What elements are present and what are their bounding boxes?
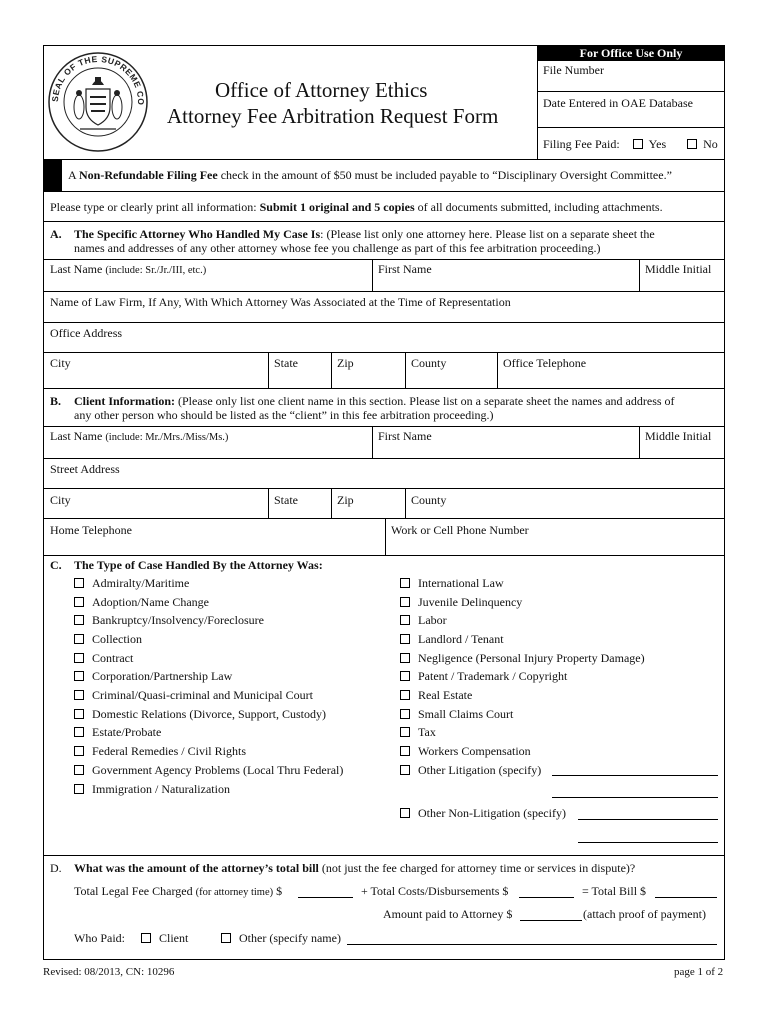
case-type-label: Federal Remedies / Civil Rights [92, 744, 246, 758]
section-a-line-1 [43, 259, 725, 260]
section-d-question [74, 861, 635, 876]
case-type-label: Small Claims Court [418, 707, 514, 721]
court-seal [46, 49, 150, 155]
attorney-last-name-label [50, 262, 206, 277]
section-b-letter: B. [50, 394, 62, 408]
attach-proof-label: (attach proof of payment) [583, 907, 706, 921]
attorney-first-name-label: First Name [378, 262, 432, 276]
svg-text:SEAL OF THE SUPREME COURT OF N: SEAL OF THE SUPREME CO [49, 53, 147, 106]
client-zip-label: Zip [337, 493, 354, 507]
case-type-checkbox[interactable] [74, 671, 84, 681]
fee-notice-bottom-line [43, 191, 725, 192]
filing-fee-no-label: No [703, 137, 718, 151]
fee-notice-post: check in the amount of $50 must be included payable to “Disciplinary Oversight Committee.” [217, 168, 672, 182]
who-paid-client-checkbox[interactable] [141, 933, 151, 943]
case-type-left-item[interactable] [74, 725, 161, 740]
case-type-checkbox[interactable] [74, 597, 84, 607]
client-city-divider-2 [331, 488, 332, 518]
attorney-zip-label: Zip [337, 356, 354, 370]
section-b-text-2: any other person who should be listed as the “client” in this fee arbitration proceeding.) [74, 408, 494, 422]
case-type-checkbox[interactable] [400, 690, 410, 700]
client-name-divider-2 [639, 426, 640, 458]
fee-notice-bold: Non-Refundable Filing Fee [79, 168, 218, 182]
case-type-checkbox[interactable] [400, 746, 410, 756]
case-type-checkbox[interactable] [400, 653, 410, 663]
total-legal-fee-hint: (for attorney time) [195, 887, 274, 898]
case-type-label: Patent / Trademark / Copyright [418, 669, 568, 683]
other-litigation-input-line-2[interactable] [552, 797, 718, 798]
case-type-left-item[interactable] [74, 613, 264, 628]
case-type-label: Other Litigation (specify) [418, 763, 542, 777]
case-type-left-column [74, 576, 374, 804]
total-legal-fee-label: Total Legal Fee Charged [74, 884, 193, 898]
attorney-state-label: State [274, 356, 298, 370]
case-type-checkbox[interactable] [74, 746, 84, 756]
case-type-label: Bankruptcy/Insolvency/Foreclosure [92, 613, 264, 627]
form-office-title: Office of Attorney Ethics [215, 78, 428, 102]
seal-icon [46, 49, 150, 155]
case-type-right-item[interactable] [400, 651, 645, 666]
section-b-line-4 [43, 518, 725, 519]
client-phone-divider [385, 518, 386, 555]
who-paid-client-option[interactable] [141, 931, 188, 946]
case-type-checkbox[interactable] [74, 765, 84, 775]
case-type-left-item[interactable] [74, 707, 326, 722]
filing-fee-no-checkbox[interactable] [687, 139, 697, 149]
section-a-text-2: names and addresses of any other attorney whose fee you challenge as part of this fee arbitration proceeding.) [74, 241, 601, 255]
fee-notice-marker [44, 160, 62, 191]
case-type-checkbox[interactable] [74, 709, 84, 719]
filing-fee-yes-label: Yes [648, 137, 667, 151]
client-last-name-text: Last Name [50, 429, 103, 443]
case-type-checkbox[interactable] [400, 578, 410, 588]
form-title: Attorney Fee Arbitration Request Form [167, 104, 499, 128]
case-type-checkbox[interactable] [74, 727, 84, 737]
case-type-checkbox[interactable] [74, 653, 84, 663]
section-b-text1: (Please only list one client name in this section. Please list on a separate sheet the names and address of [175, 394, 675, 408]
amount-paid-input[interactable] [520, 920, 582, 921]
instructions-bold: Submit 1 original and 5 copies [259, 200, 415, 214]
case-type-right-item[interactable] [400, 763, 541, 778]
office-box-left-border [537, 45, 538, 159]
client-city-divider-1 [268, 488, 269, 518]
section-a-line-3 [43, 322, 725, 323]
case-type-label: Real Estate [418, 688, 473, 702]
attorney-city-divider-1 [268, 352, 269, 388]
case-type-checkbox[interactable] [74, 634, 84, 644]
section-d-heading-post: (not just the fee charged for attorney time or services in dispute)? [318, 861, 636, 875]
case-type-right-item[interactable] [400, 632, 504, 647]
section-b-text-1 [74, 394, 675, 409]
client-last-name-hint: (include: Mr./Mrs./Miss/Ms.) [105, 432, 229, 443]
section-c-heading: The Type of Case Handled By the Attorney Was: [74, 558, 323, 572]
total-bill-input[interactable] [655, 897, 717, 898]
attorney-county-label: County [411, 356, 447, 370]
case-type-left-item[interactable] [74, 782, 230, 797]
case-type-label: Criminal/Quasi-criminal and Municipal Court [92, 688, 313, 702]
section-b-bottom-line [43, 555, 725, 556]
other-non-litigation-input[interactable] [578, 819, 718, 820]
section-a-line-2 [43, 291, 725, 292]
section-d-letter: D. [50, 861, 62, 875]
case-type-label: Tax [418, 725, 436, 739]
client-middle-initial-label: Middle Initial [645, 429, 712, 443]
client-state-label: State [274, 493, 298, 507]
page-number: page 1 of 2 [674, 966, 724, 978]
case-type-checkbox[interactable] [400, 808, 410, 818]
case-type-label: Collection [92, 632, 142, 646]
attorney-name-divider-2 [639, 259, 640, 291]
attorney-last-name-hint: (include: Sr./Jr./III, etc.) [105, 265, 207, 276]
other-non-litigation-input-line-2[interactable] [578, 842, 718, 843]
case-type-right-item[interactable] [400, 669, 567, 684]
case-type-label: International Law [418, 576, 504, 590]
instructions-bottom-line [43, 221, 725, 222]
case-type-left-item[interactable] [74, 632, 142, 647]
total-legal-fee-dollar: $ [276, 884, 283, 898]
fee-notice-pre: A [68, 168, 80, 182]
other-litigation-input[interactable] [552, 775, 718, 776]
client-city-divider-3 [405, 488, 406, 518]
instructions-pre: Please type or clearly print all information: [50, 200, 260, 214]
section-b-line-3 [43, 488, 725, 489]
client-county-label: County [411, 493, 447, 507]
section-b-heading: Client Information: [74, 394, 175, 408]
section-b-line-2 [43, 458, 725, 459]
office-use-header: For Office Use Only [538, 46, 724, 61]
total-costs-input[interactable] [519, 897, 574, 898]
case-type-label: Juvenile Delinquency [418, 595, 523, 609]
instructions-post: of all documents submitted, including attachments. [414, 200, 663, 214]
case-type-checkbox[interactable] [400, 597, 410, 607]
case-type-right-item[interactable] [400, 613, 447, 628]
total-costs-label: + Total Costs/Disbursements $ [361, 884, 509, 898]
case-type-checkbox[interactable] [74, 784, 84, 794]
who-paid-other-input[interactable] [347, 944, 717, 945]
case-type-checkbox[interactable] [400, 671, 410, 681]
attorney-city-divider-2 [331, 352, 332, 388]
case-type-checkbox[interactable] [400, 615, 410, 625]
case-type-left-item[interactable] [74, 763, 343, 778]
case-type-checkbox[interactable] [400, 727, 410, 737]
case-type-label: Contract [92, 651, 134, 665]
date-entered-label: Date Entered in OAE Database [543, 96, 693, 110]
client-first-name-label: First Name [378, 429, 432, 443]
who-paid-client-label: Client [159, 931, 189, 945]
case-type-right-item[interactable] [400, 688, 472, 703]
case-type-label: Domestic Relations (Divorce, Support, Custody) [92, 707, 326, 721]
attorney-city-divider-3 [405, 352, 406, 388]
section-d-heading: What was the amount of the attorney’s total bill [74, 861, 319, 875]
client-last-name-label [50, 429, 228, 444]
other-non-litigation-label: Other Non-Litigation (specify) [418, 806, 566, 820]
case-type-right-item[interactable] [400, 595, 522, 610]
case-type-label: Labor [418, 613, 447, 627]
case-type-left-item[interactable] [74, 576, 189, 591]
fee-notice [68, 168, 672, 183]
case-type-right-column [400, 576, 720, 826]
case-type-checkbox[interactable] [400, 765, 410, 775]
attorney-last-name-text: Last Name [50, 262, 103, 276]
case-type-left-item[interactable] [74, 669, 232, 684]
filing-fee-yes-checkbox[interactable] [633, 139, 643, 149]
section-b-line-1 [43, 426, 725, 427]
file-number-label: File Number [543, 63, 604, 77]
case-type-label: Landlord / Tenant [418, 632, 504, 646]
case-type-left-item[interactable] [74, 744, 246, 759]
amount-paid-label: Amount paid to Attorney $ [383, 907, 513, 921]
street-address-label: Street Address [50, 462, 120, 476]
home-telephone-label: Home Telephone [50, 523, 132, 537]
total-legal-fee-row [74, 884, 282, 899]
filing-fee-label: Filing Fee Paid: [543, 137, 620, 151]
total-bill-label: = Total Bill $ [582, 884, 647, 898]
case-type-label: Workers Compensation [418, 744, 531, 758]
work-phone-label: Work or Cell Phone Number [391, 523, 529, 537]
section-a-bottom-line [43, 388, 725, 389]
who-paid-other-label: Other (specify name) [239, 931, 341, 945]
section-a-text1: : (Please list only one attorney here. Please list on a separate sheet the [320, 227, 655, 241]
office-address-label: Office Address [50, 326, 123, 340]
case-type-label: Corporation/Partnership Law [92, 669, 233, 683]
section-a-text-1 [74, 227, 655, 242]
office-telephone-label: Office Telephone [503, 356, 587, 370]
section-a-heading: The Specific Attorney Who Handled My Case Is [74, 227, 321, 241]
header-bottom-line [43, 159, 725, 160]
case-type-label: Negligence (Personal Injury Property Damage) [418, 651, 645, 665]
attorney-city-label: City [50, 356, 71, 370]
who-paid-label: Who Paid: [74, 931, 125, 945]
case-type-checkbox[interactable] [74, 690, 84, 700]
case-type-checkbox[interactable] [74, 578, 84, 588]
attorney-city-divider-4 [497, 352, 498, 388]
who-paid-other-option[interactable] [221, 931, 341, 946]
case-type-left-item[interactable] [74, 595, 209, 610]
case-type-right-item[interactable] [400, 725, 436, 740]
case-type-checkbox[interactable] [400, 634, 410, 644]
case-type-label: Estate/Probate [92, 725, 162, 739]
case-type-label: Admiralty/Maritime [92, 576, 190, 590]
case-type-right-item[interactable] [400, 744, 531, 759]
filing-fee-row [543, 137, 718, 152]
office-divider-2 [537, 127, 725, 128]
attorney-middle-initial-label: Middle Initial [645, 262, 712, 276]
section-a-line-4 [43, 352, 725, 353]
law-firm-label: Name of Law Firm, If Any, With Which Attorney Was Associated at the Time of Representation [50, 295, 511, 309]
total-legal-fee-input[interactable] [298, 897, 353, 898]
attorney-name-divider-1 [372, 259, 373, 291]
case-type-right-item[interactable] [400, 576, 504, 591]
revision-info: Revised: 08/2013, CN: 10296 [43, 966, 175, 978]
case-type-right-item[interactable] [400, 707, 513, 722]
client-name-divider-1 [372, 426, 373, 458]
case-type-left-item[interactable] [74, 688, 313, 703]
case-type-label: Government Agency Problems (Local Thru Federal) [92, 763, 344, 777]
case-type-label: Adoption/Name Change [92, 595, 209, 609]
section-c-letter: C. [50, 558, 62, 572]
case-type-label: Immigration / Naturalization [92, 782, 230, 796]
section-c-bottom-line [43, 855, 725, 856]
case-type-left-item[interactable] [74, 651, 133, 666]
case-type-checkbox[interactable] [74, 615, 84, 625]
instructions [50, 200, 663, 215]
other-non-litigation-item[interactable] [400, 806, 566, 821]
office-divider-1 [537, 91, 725, 92]
client-city-label: City [50, 493, 71, 507]
section-a-letter: A. [50, 227, 62, 241]
case-type-checkbox[interactable] [400, 709, 410, 719]
who-paid-other-checkbox[interactable] [221, 933, 231, 943]
